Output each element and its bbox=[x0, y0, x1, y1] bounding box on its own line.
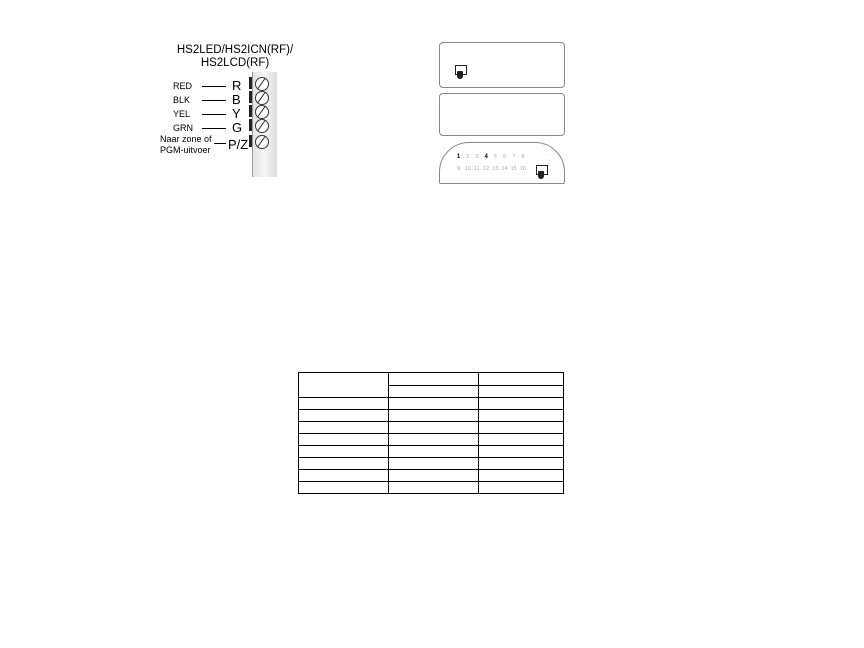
table-cell bbox=[479, 470, 564, 482]
terminal-pin bbox=[249, 119, 252, 131]
table-row bbox=[299, 398, 564, 410]
zone-led: 2 bbox=[466, 154, 470, 160]
zone-led: 4 bbox=[484, 154, 488, 160]
table-header-cell bbox=[389, 373, 479, 386]
table-cell bbox=[389, 470, 479, 482]
wire-line-red bbox=[202, 86, 226, 87]
table-cell bbox=[389, 434, 479, 446]
table-row bbox=[299, 422, 564, 434]
table-cell bbox=[389, 398, 479, 410]
terminal-letter-r: R bbox=[232, 78, 242, 93]
table-cell bbox=[479, 482, 564, 494]
table-cell bbox=[299, 434, 389, 446]
table-cell bbox=[389, 422, 479, 434]
wire-label-red: RED bbox=[173, 81, 193, 91]
data-table bbox=[298, 372, 564, 494]
status-icon: ◦ bbox=[548, 152, 550, 158]
zone-led: 6 bbox=[503, 154, 507, 160]
wiring-diagram bbox=[160, 40, 294, 180]
status-icon: ◦ bbox=[548, 164, 550, 170]
screw-icon bbox=[255, 135, 269, 149]
table-cell bbox=[299, 422, 389, 434]
hand-touch-icon bbox=[536, 165, 547, 179]
zone-led: 16 bbox=[519, 166, 526, 172]
table-cell bbox=[299, 410, 389, 422]
zone-led: 14 bbox=[501, 166, 508, 172]
wire-label-grn: GRN bbox=[173, 123, 193, 133]
terminal-letter-y: Y bbox=[232, 106, 241, 121]
zone-led: 3 bbox=[475, 154, 479, 160]
terminal-letter-b: B bbox=[232, 92, 241, 107]
zone-led: 9 bbox=[457, 166, 461, 172]
terminal-letter-pz: P/Z bbox=[228, 137, 249, 152]
table-row bbox=[299, 446, 564, 458]
hand-touch-icon bbox=[455, 65, 466, 79]
led-keypad-panel bbox=[439, 142, 565, 184]
table-cell bbox=[389, 446, 479, 458]
pz-label-line1: Naar zone of bbox=[160, 134, 212, 144]
table-header-cell bbox=[299, 373, 389, 398]
zone-led: 12 bbox=[483, 166, 490, 172]
status-icon: ◦ bbox=[548, 170, 550, 176]
terminal-pin bbox=[249, 91, 252, 103]
terminal-pin bbox=[249, 105, 252, 117]
diagram-title-line2: HS2LCD(RF) bbox=[200, 57, 270, 69]
table-cell bbox=[389, 410, 479, 422]
zone-led: 13 bbox=[492, 166, 499, 172]
table-cell bbox=[299, 470, 389, 482]
table-cell bbox=[479, 410, 564, 422]
terminal-letter-g: G bbox=[232, 120, 243, 135]
table-cell bbox=[389, 458, 479, 470]
table-cell bbox=[479, 434, 564, 446]
zone-led: 5 bbox=[493, 154, 497, 160]
screw-icon bbox=[255, 91, 269, 105]
table-row bbox=[299, 482, 564, 494]
table-cell bbox=[479, 458, 564, 470]
status-icon: ◦ bbox=[548, 158, 550, 164]
wire-line-pz bbox=[214, 143, 226, 144]
table-header-row bbox=[299, 373, 564, 386]
table-subheader-cell bbox=[389, 385, 479, 398]
table-cell bbox=[299, 446, 389, 458]
terminal-pin bbox=[249, 77, 252, 89]
diagram-title-line1: HS2LED/HS2ICN(RF)/ bbox=[176, 44, 294, 56]
table-row bbox=[299, 434, 564, 446]
wire-line-yel bbox=[202, 114, 226, 115]
wire-label-blk: BLK bbox=[173, 95, 191, 105]
pz-label bbox=[160, 134, 212, 156]
screw-icon bbox=[255, 77, 269, 91]
zone-led: 15 bbox=[510, 166, 517, 172]
table-row bbox=[299, 458, 564, 470]
table-cell bbox=[479, 422, 564, 434]
table-row bbox=[299, 470, 564, 482]
table-cell bbox=[479, 446, 564, 458]
wire-label-yel: YEL bbox=[173, 109, 191, 119]
table-header-cell bbox=[479, 373, 564, 386]
wire-line-grn bbox=[202, 128, 226, 129]
zone-led: 11 bbox=[474, 166, 480, 172]
zone-led: 10 bbox=[464, 166, 471, 172]
table-row bbox=[299, 410, 564, 422]
screw-icon bbox=[255, 105, 269, 119]
table-cell bbox=[299, 482, 389, 494]
table-subheader-cell bbox=[479, 385, 564, 398]
table-cell bbox=[479, 398, 564, 410]
zone-led: 7 bbox=[512, 154, 516, 160]
zone-led-row-1 bbox=[454, 154, 528, 160]
table-cell bbox=[389, 482, 479, 494]
lcd-keypad-panel bbox=[439, 42, 565, 88]
pz-label-line2: PGM-uitvoer bbox=[160, 145, 211, 155]
terminal-block bbox=[252, 72, 277, 177]
wire-line-blk bbox=[202, 100, 226, 101]
zone-led-row-2 bbox=[454, 166, 528, 172]
screw-icon bbox=[255, 119, 269, 133]
zone-led: 1 bbox=[456, 154, 461, 160]
terminal-pin bbox=[249, 135, 252, 147]
table-cell bbox=[299, 398, 389, 410]
icon-keypad-panel bbox=[439, 93, 565, 136]
table-cell bbox=[299, 458, 389, 470]
zone-led: 8 bbox=[521, 154, 525, 160]
